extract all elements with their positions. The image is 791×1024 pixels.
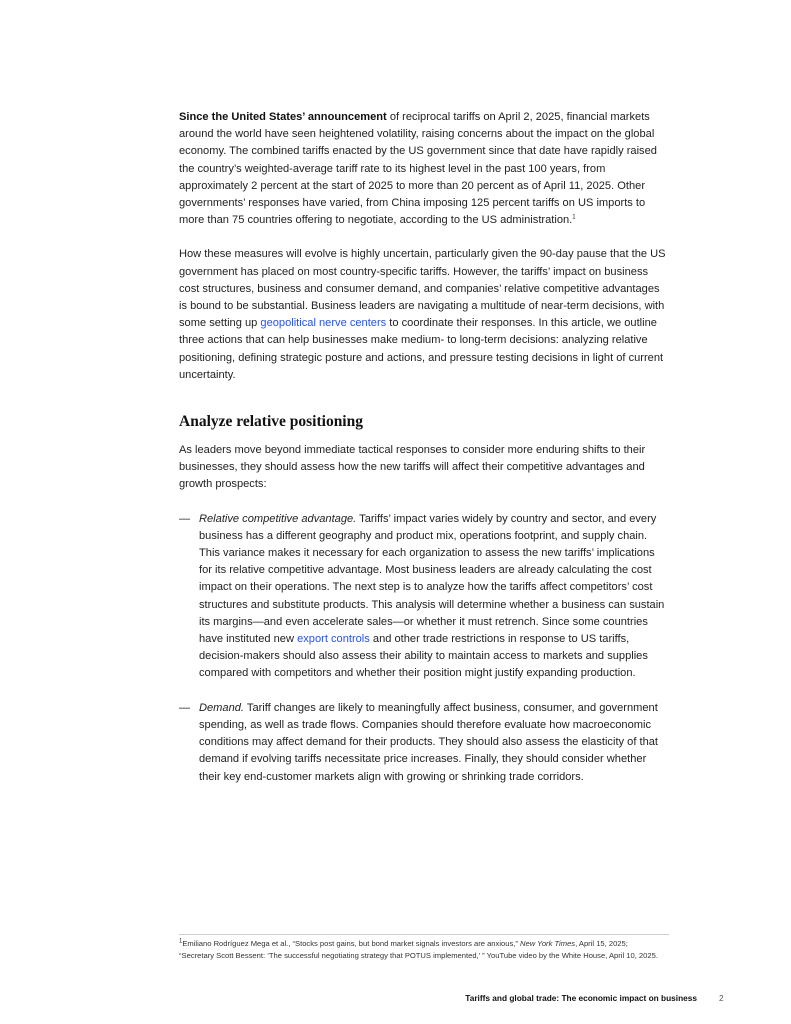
section-intro: As leaders move beyond immediate tactical responses to consider more enduring shifts to their businesses, they should assess how the new tariffs will affect their competitive advantages and growth prospects: bbox=[179, 444, 646, 491]
bullet-text-before: Tariffs’ impact varies widely by country and sector, and every business has a different geography and product mix, operations footprint, and supply chain. This variance makes it necessary for each organization to assess the new tariffs’ implications for its relative competitive advantage. Most business leaders are already calculating the cost impact on their operations. The next step is to analyze how the tariffs affect competitors’ cost structures and substitute products. This analysis will determine whether a business can sustain its margins—and even accelerate sales—or whether it must retrench. Since some countries have instituted new bbox=[199, 512, 665, 646]
bullet-relative-competitive-advantage bbox=[179, 511, 667, 683]
footer-title: Tariffs and global trade: The economic impact on business bbox=[465, 993, 697, 1003]
bullet-demand bbox=[179, 700, 667, 786]
footnote-number: 1 bbox=[179, 938, 183, 945]
bullet-term: Relative competitive advantage. bbox=[199, 512, 357, 525]
context-text-after: to coordinate their responses. In this article, we outline three actions that can help businesses make medium- to long-term decisions: analyzing relative positioning, defining strategic posture and actions, and pressure testing decisions in light of current uncertainty. bbox=[179, 317, 664, 381]
bullet-text-after: and other trade restrictions in response to US tariffs, decision-makers should also assess their ability to maintain access to markets and supplies compared with competitors and whether their position might justify expanding production. bbox=[199, 633, 648, 680]
footnote-ref[interactable]: 1 bbox=[572, 214, 576, 221]
page-footer bbox=[0, 993, 791, 1007]
intro-paragraph bbox=[179, 109, 667, 229]
footnote-text-before: Emiliano Rodríguez Mega et al., “Stocks post gains, but bond market signals investors are anxious,” bbox=[182, 939, 521, 948]
bullet-dash: — bbox=[179, 701, 191, 714]
article-body bbox=[179, 109, 667, 786]
bullet-dash: — bbox=[179, 512, 191, 525]
footnote-publication: New York Times bbox=[520, 939, 576, 948]
intro-text: of reciprocal tariffs on April 2, 2025, financial markets around the world have seen heightened volatility, raising concerns about the impact on the global economy. The combined tariffs enacted by the US government since that date have rapidly raised the country’s weighted-average tariff rate to its highest level in the past 100 years, from approximately 2 percent at the start of 2025 to more than 20 percent as of April 11, 2025. Other governments’ responses have varied, from China imposing 125 percent tariffs on US imports to more than 75 countries offering to negotiate, according to the US administration. bbox=[179, 111, 657, 227]
footnote-text-after: , April 15, 2025; “Secretary Scott Bessent: ‘The successful negotiating strategy that POTUS implemented,’ ” YouTube video by the White House, April 10, 2025. bbox=[179, 939, 658, 961]
geopolitical-nerve-centers-link[interactable]: geopolitical nerve centers bbox=[260, 317, 387, 330]
section-heading: Analyze relative positioning bbox=[179, 413, 363, 431]
bullet-term: Demand. bbox=[199, 701, 245, 714]
bullet-text: Tariff changes are likely to meaningfully affect business, consumer, and government spending, as well as trade flows. Companies should therefore evaluate how macroeconomic conditions may affect demand for their products. They should also assess the elasticity of that demand if evolving tariffs necessitate price increases. Finally, they should consider whether their key end-customer markets align with growing or shrinking trade corridors. bbox=[199, 701, 658, 783]
export-controls-link[interactable]: export controls bbox=[297, 633, 370, 646]
footnote-divider bbox=[179, 934, 669, 935]
footnote bbox=[179, 938, 659, 963]
page-number: 2 bbox=[719, 993, 724, 1003]
intro-lead: Since the United States’ announcement bbox=[179, 111, 387, 123]
context-text-before: How these measures will evolve is highly uncertain, particularly given the 90-day pause that the US government has placed on most country-specific tariffs. However, the tariffs’ impact on business cost structures, business and consumer demand, and companies’ relative competitive advantages is bound to be substantial. Business leaders are navigating a multitude of near-term decisions, with some setting up bbox=[179, 248, 666, 330]
context-paragraph bbox=[179, 246, 667, 384]
